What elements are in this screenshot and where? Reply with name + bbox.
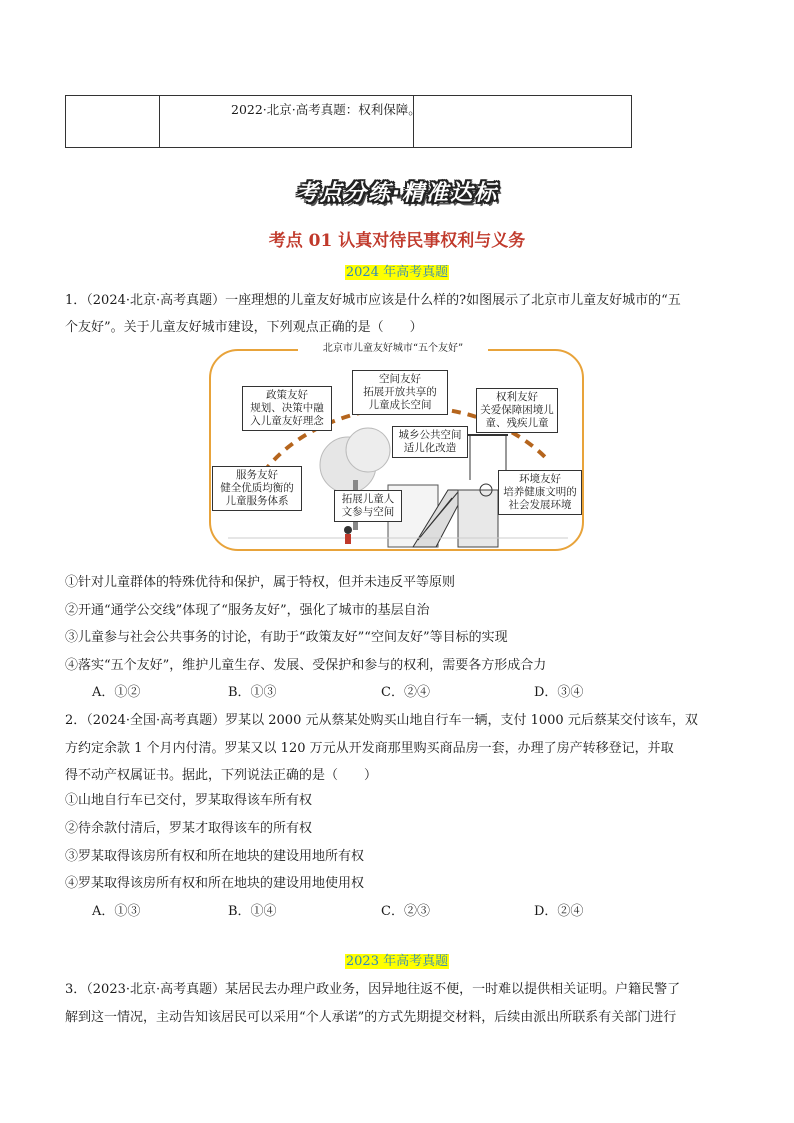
table-cell: 2022·北京·高考真题：权利保障。	[231, 102, 421, 117]
q1-statement: ②开通“通学公交线”体现了“服务友好”，强化了城市的基层自治	[65, 603, 430, 618]
bubble-space: 空间友好 拓展开放共享的 儿童成长空间	[352, 370, 448, 415]
section-heading: 考点 01 认真对待民事权利与义务	[268, 231, 526, 251]
q1-statement: ①针对儿童群体的特殊优待和保护，属于特权，但并未违反平等原则	[65, 575, 456, 590]
q1-statement: ③儿童参与社会公共事务的讨论，有助于“政策友好”“空间友好”等目标的实现	[65, 630, 508, 645]
top-table	[65, 95, 632, 148]
bubble-policy: 政策友好 规划、决策中融 入儿童友好理念	[242, 386, 332, 431]
year-tag-2023: 2023 年高考真题	[345, 954, 449, 969]
bubble-rights: 权利友好 关爱保障困境儿 童、残疾儿童	[476, 388, 558, 433]
q2-option-c[interactable]: C．②③	[381, 904, 430, 919]
q2-stem-line: 得不动产权属证书。据此，下列说法正确的是（ ）	[65, 768, 378, 783]
bubble-service: 服务友好 健全优质均衡的 儿童服务体系	[212, 466, 302, 511]
table-divider	[159, 96, 160, 147]
q1-stem-line: 个友好”。关于儿童友好城市建设，下列观点正确的是（ ）	[65, 320, 423, 335]
q1-option-b[interactable]: B．①③	[228, 685, 277, 700]
year-tag-2024: 2024 年高考真题	[345, 265, 449, 280]
q2-statement: ①山地自行车已交付，罗某取得该车所有权	[65, 793, 313, 808]
q2-option-a[interactable]: A．①③	[92, 904, 141, 919]
figure-title: 北京市儿童友好城市“五个友好”	[298, 340, 488, 357]
q2-statement: ④罗某取得该房所有权和所在地块的建设用地使用权	[65, 876, 365, 891]
q2-option-d[interactable]: D．②④	[534, 904, 584, 919]
q2-stem-line: 方约定余款 1 个月内付清。罗某又以 120 万元从开发商那里购买商品房一套，办理了房产转移登记，并取	[65, 741, 674, 756]
q1-option-c[interactable]: C．②④	[381, 685, 430, 700]
bubble-public-space: 城乡公共空间 适儿化改造	[392, 426, 468, 458]
q3-stem-line: 3．（2023·北京·高考真题）某居民去办理户政业务，因异地往返不便，一时难以提供相关证明。户籍民警了	[65, 982, 681, 997]
q2-statement: ②待余款付清后，罗某才取得该车的所有权	[65, 821, 313, 836]
city-figure	[208, 340, 585, 552]
q2-stem-line: 2．（2024·全国·高考真题）罗某以 2000 元从蔡某处购买山地自行车一辆，支付 1000 元后蔡某交付该车，双	[65, 713, 698, 728]
section-banner: 考点分练·精准达标	[295, 181, 499, 206]
bubble-environment: 环境友好 培养健康文明的 社会发展环境	[498, 470, 582, 515]
bubble-participation: 拓展儿童人 文参与空间	[334, 490, 402, 522]
q1-statement: ④落实“五个友好”，维护儿童生存、发展、受保护和参与的权利，需要各方形成合力	[65, 658, 547, 673]
q2-option-b[interactable]: B．①④	[228, 904, 277, 919]
q1-option-d[interactable]: D．③④	[534, 685, 584, 700]
q2-statement: ③罗某取得该房所有权和所在地块的建设用地所有权	[65, 849, 365, 864]
q1-option-a[interactable]: A．①②	[92, 685, 141, 700]
q1-stem-line: 1．（2024·北京·高考真题）一座理想的儿童友好城市应该是什么样的?如图展示了北京市儿童友好城市的“五	[65, 293, 681, 308]
q3-stem-line: 解到这一情况，主动告知该居民可以采用“个人承诺”的方式先期提交材料，后续由派出所联系有关部门进行	[65, 1010, 677, 1025]
